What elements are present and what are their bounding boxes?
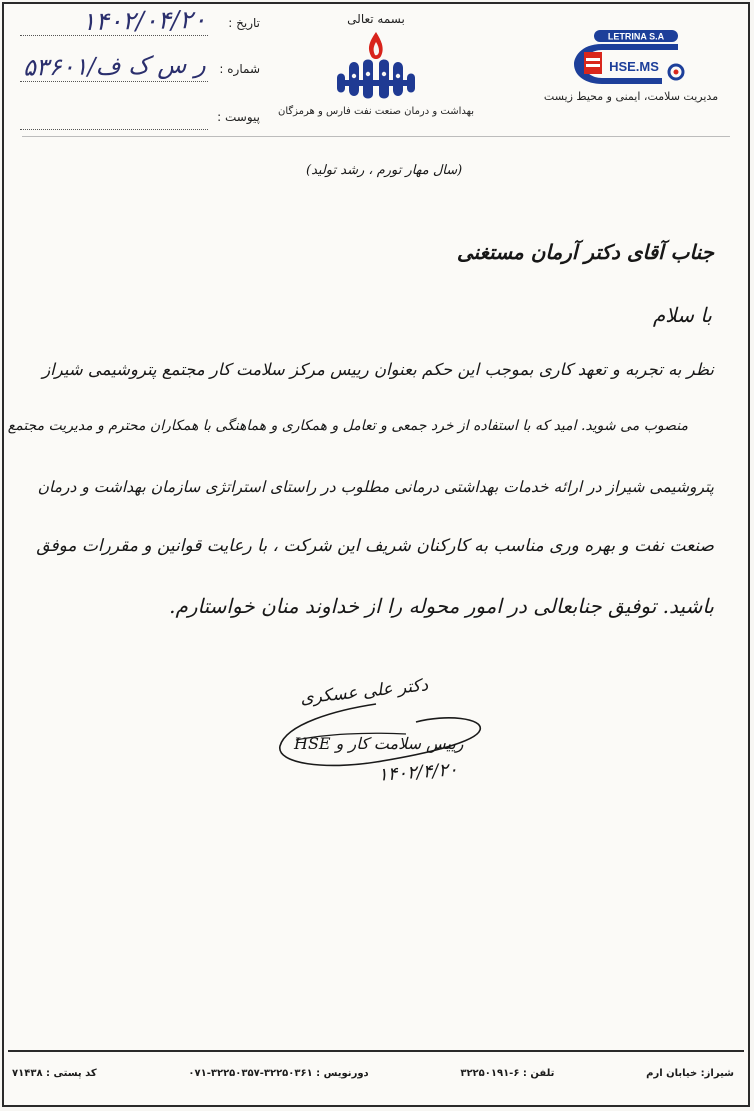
footer-phone: تلفن : ۶-۳۲۲۵۰۱۹۱ xyxy=(460,1068,555,1079)
hse-ms-logo-icon xyxy=(572,28,690,86)
footer-address: شیراز: خیابان ارم xyxy=(646,1068,734,1079)
date-value: ۱۴۰۲/۰۴/۲۰ xyxy=(81,4,207,37)
footer-postal-code: کد پستی : ۷۱۴۳۸ xyxy=(12,1068,97,1079)
body-line: پتروشیمی شیراز در ارائه خدمات بهداشتی درمانی مطلوب در راستای استراتژی سازمان بهداشت و درمان xyxy=(37,478,714,496)
right-header xyxy=(536,28,726,103)
letter-page xyxy=(2,2,750,1107)
basmala: بسمه تعالی xyxy=(347,12,405,26)
attachment-row xyxy=(10,106,260,136)
number-value: ۵۳۶۰۱/ر س ک ف xyxy=(23,50,207,82)
year-slogan: (سال مهار تورم ، رشد تولید) xyxy=(306,163,463,178)
greeting: با سلام xyxy=(652,303,712,327)
footer-fax: دورنویس : ۳۲۲۵۰۳۶۱-۳۲۲۵۰۳۵۷-۰۷۱ xyxy=(188,1068,369,1079)
date-label: تاریخ : xyxy=(228,16,260,30)
hse-caption: مدیریت سلامت، ایمنی و محیط زیست xyxy=(543,90,719,103)
center-header xyxy=(266,10,486,117)
body-line: صنعت نفت و بهره وری مناسب به کارکنان شریف این شرکت ، با رعایت قوانین و مقررات موفق xyxy=(36,536,714,556)
signatory-name: دکتر علی عسکری xyxy=(299,675,430,709)
body-line: نظر به تجربه و تعهد کاری بموجب این حکم بعنوان رییس مرکز سلامت کار مجتمع پتروشیمی شیراز xyxy=(42,360,714,379)
letter-footer xyxy=(12,1068,734,1079)
body-line: منصوب می شوید. امید که با استفاده از خرد جمعی و تعامل و همکاری و هماهنگی با همکاران محترم و مدیریت مجتمع xyxy=(7,418,688,434)
footer-divider xyxy=(8,1050,744,1052)
salutation: جناب آقای دکتر آرمان مستغنی xyxy=(456,240,714,264)
number-label: شماره : xyxy=(219,62,260,76)
header-divider xyxy=(22,136,730,137)
hse-brand-bottom: HSE.MS xyxy=(609,59,659,74)
attachment-dotted-line xyxy=(20,129,208,130)
number-row xyxy=(10,50,260,88)
body-line: باشید. توفیق جنابعالی در امور محوله را از خداوند منان خواستارم. xyxy=(169,594,714,618)
date-row xyxy=(10,4,260,42)
nioc-logo-icon xyxy=(329,28,423,106)
signatory-title: رییس سلامت کار و HSE xyxy=(294,734,464,753)
signature-date: ۱۴۰۲/۴/۲۰ xyxy=(377,759,459,786)
attachment-label: پیوست : xyxy=(217,110,260,124)
organization-caption: بهداشت و درمان صنعت نفت فارس و هرمزگان xyxy=(277,106,475,117)
hse-brand-top: LETRINA S.A xyxy=(607,31,665,42)
